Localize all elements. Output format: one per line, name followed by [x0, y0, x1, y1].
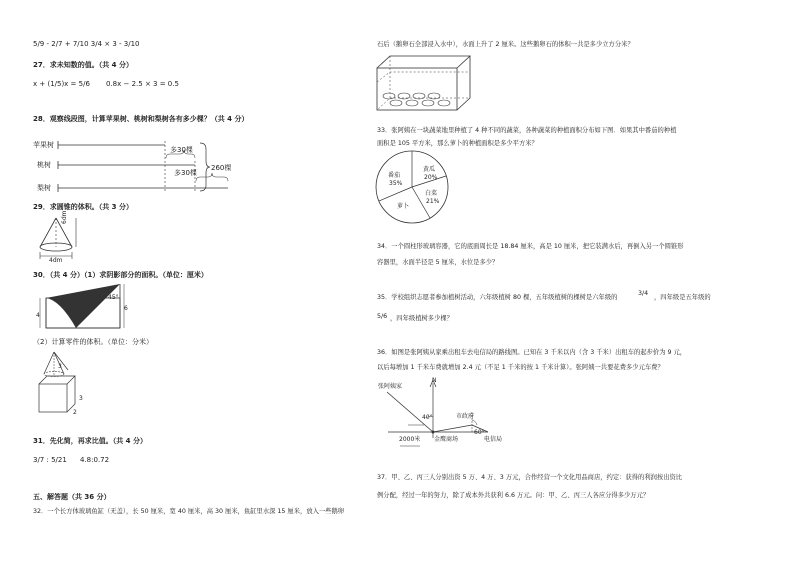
shaded-label-4: 4	[36, 312, 40, 319]
q35-line2: ，四年级植树多少棵？	[390, 315, 453, 322]
q28-title: 28．观察线段图，计算苹果树、桃树和梨树各有多少棵？（共 4 分）	[33, 115, 249, 123]
q28-total: 260棵	[211, 164, 232, 172]
q28-apple-label: 苹果树	[33, 141, 54, 149]
pie-radish: 萝卜	[397, 203, 410, 210]
q27-eq1: x + (1/5)x = 5/6	[33, 80, 90, 88]
q35-line1b: ，四年级是五年级的	[654, 294, 711, 301]
q32-cont: 石后（鹅卵石全部浸入水中），水面上升了 2 厘米。这些鹅卵石的体积一共是多少立方分米？	[377, 41, 634, 48]
q35-fraction1: 3/4	[638, 290, 649, 297]
q29-title: 29．求圆锥的体积。（共 3 分）	[33, 203, 133, 211]
q37-line1: 37．甲、乙、丙三人分别出资 5 万、4 万、3 万元，合作经营一个文化用品商店，约定：获得的利润按出资比	[377, 474, 683, 481]
q28-more1: 多30棵	[170, 146, 193, 154]
q37-line2: 例分配，经过一年的努力，除了成本外共获利 6.6 万元。问：甲、乙、丙三人各应分得多少万元？	[377, 492, 650, 499]
cone-diameter: 4dm	[49, 257, 63, 264]
part-cone-height: 3	[58, 363, 62, 370]
q31-ratio1: 3/7 : 5/21	[33, 456, 67, 464]
q27-eq2: 0.8x − 2.5 × 3 = 0.5	[106, 80, 179, 88]
q36-line1: 36．如图是张阿姨从家乘出租车去电信局的路线图。已知在 3 千米以内（含 3 千米）出租车的起步价为 9 元，	[377, 349, 687, 356]
shaded-label-6: 6	[124, 305, 128, 312]
pie-tomato: 番茄	[388, 172, 401, 179]
q28-more2: 多30棵	[174, 169, 197, 177]
q34-line1: 34．一个圆柱形玻璃容器，它的底面周长是 18.84 厘米，高是 10 厘米，把它装满水后，再倒入另一个圆锥形	[377, 243, 684, 250]
pie-cabbage-pct: 21%	[426, 198, 440, 205]
q32-start: 32．一个长方体玻璃鱼缸（无盖），长 50 厘米，宽 40 厘米，高 30 厘米，鱼缸里水深 15 厘米，放入一些鹅卵	[33, 508, 345, 515]
q31-ratio2: 4.8:0.72	[80, 456, 110, 464]
q28-peach-label: 桃树	[37, 161, 51, 169]
q35-fraction2: 5/6	[377, 313, 388, 320]
map-angle-60: 60°	[474, 429, 485, 436]
map-north: N	[432, 377, 437, 384]
map-city-hall: 市政府	[456, 413, 475, 420]
map-home: 张阿姨家	[378, 383, 403, 390]
section-5-title: 五、解答题（共 36 分）	[33, 493, 111, 501]
q36-line2: 以后每增加 1 千米车费就增加 2.4 元（不足 1 千米的按 1 千米计算）。张阿姨一共要花费多少元车费？	[377, 364, 664, 371]
pie-cabbage: 白菜	[425, 190, 438, 197]
q33-line1: 33．张阿姨在一块蔬菜地里种植了 4 种不同的蔬菜，各种蔬菜的种植面积分布如下图．如果其中番茄的种植	[377, 127, 677, 134]
map-telecom: 电信局	[484, 436, 503, 443]
cone-height: 6dm	[61, 210, 68, 224]
q27-title: 27．求未知数的值。（共 4 分）	[33, 61, 133, 69]
shaded-angle: 45°	[108, 294, 119, 301]
pie-tomato-pct: 35%	[389, 180, 403, 187]
q33-line2: 面积是 105 平方米，那么萝卜的种植面积是多少平方米？	[377, 140, 538, 147]
q30-sub2: （2）计算零件的体积。（单位：分米）	[33, 338, 153, 346]
q34-line2: 容器里，水面半径是 5 厘米，水位是多少？	[377, 259, 499, 266]
map-angle-40: 40°	[422, 414, 433, 421]
part-cube-width: 2	[73, 409, 77, 416]
map-distance: 2000米	[399, 436, 421, 443]
q28-pear-label: 梨树	[37, 184, 51, 192]
pie-cucumber: 黄瓜	[423, 166, 436, 173]
q30-title: 30．（共 4 分）（1）求阴影部分的面积。（单位：厘米）	[33, 271, 208, 279]
q35-line1: 35．学校组织志愿者参加植树活动，六年级植树 80 棵，五年级植树的棵树是六年级的	[377, 294, 618, 301]
fraction-problems: 5/9 - 2/7 + 7/10 3/4 × 3 - 3/10	[33, 40, 140, 48]
pie-cucumber-pct: 20%	[424, 174, 438, 181]
map-mall: 金鹰商场	[434, 436, 459, 443]
q31-title: 31．先化简，再求比值。（共 4 分）	[33, 437, 147, 445]
part-cube-height: 3	[79, 395, 83, 402]
